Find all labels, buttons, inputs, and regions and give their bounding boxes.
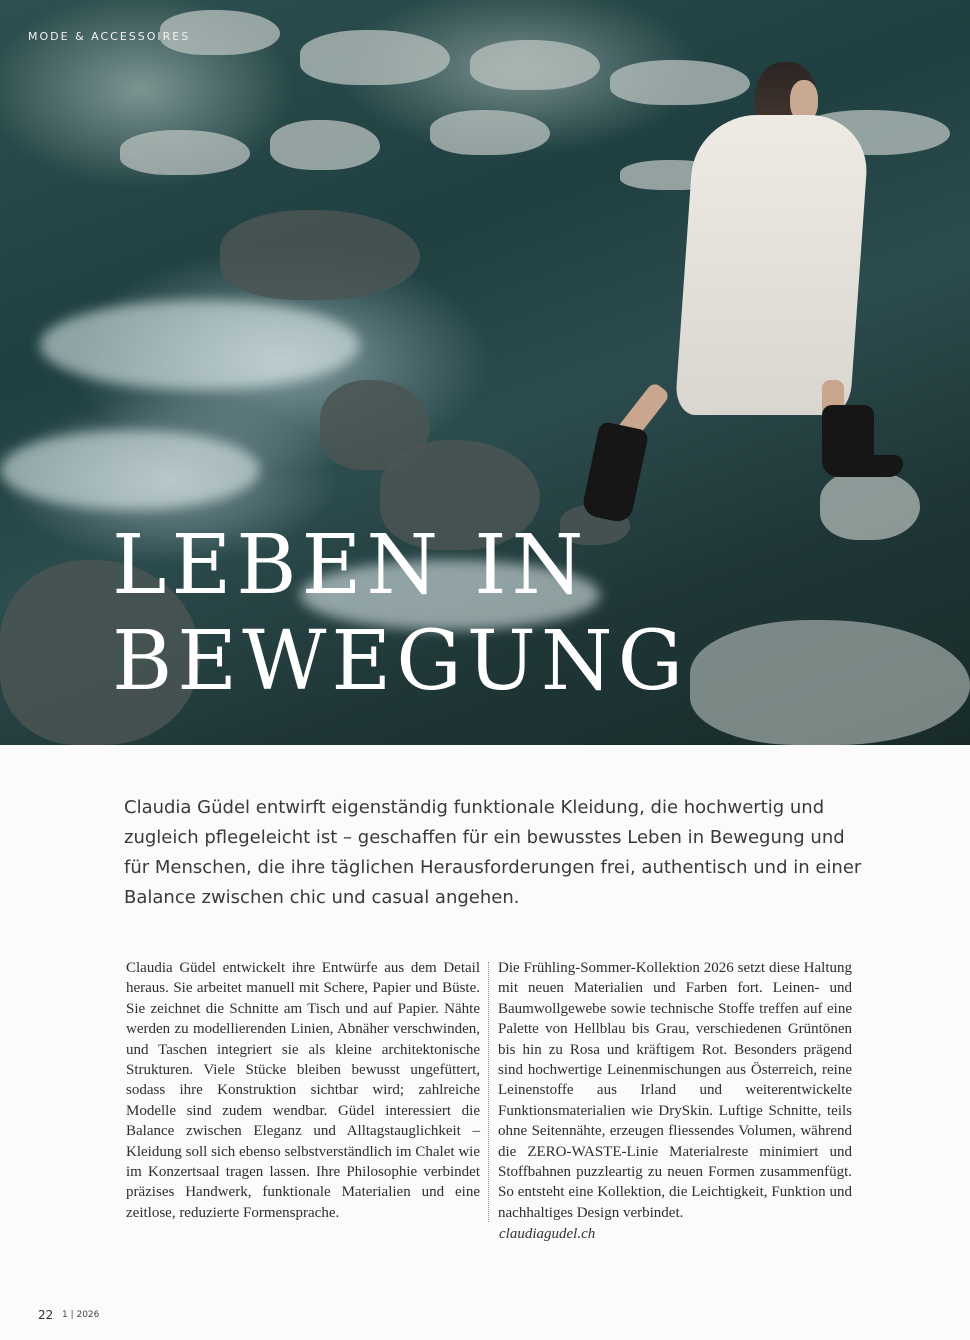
white-dress <box>675 115 871 415</box>
hero-title <box>112 518 688 710</box>
river-stone <box>610 60 750 105</box>
issue-label: 1 | 2026 <box>62 1310 100 1320</box>
river-stone <box>470 40 600 90</box>
river-stone <box>220 210 420 300</box>
river-stone <box>120 130 250 175</box>
river-stone <box>820 470 920 540</box>
body-column-left: Claudia Güdel entwickelt ihre Entwürfe aus dem Detail heraus. Sie arbeitet manuell mit Schere, Papier und Büste. Sie zeichnet die Schnitte am Tisch und auf Papier. Nähte werden zu modellierenden Linien, Abnäher verschwinden, und Taschen integriert sie als kleine architektonische Strukturen. Viele Stücke bleiben bewusst ungefüttert, sodass ihre Konstruktion sichtbar wird; zahlreiche Modelle sind zudem wendbar. Güdel interessiert die Balance zwischen Eleganz und Alltagstauglichkeit – Kleidung soll sich ebenso selbstverständlich im Chalet wie im Konzertsaal tragen lassen. Ihre Philosophie verbindet präzises Handwerk, funktionale Materialien und eine zeitlose, reduzierte Formensprache. <box>126 960 480 1221</box>
hero-title-line-1: LEBEN IN <box>112 518 589 613</box>
water-foam <box>0 430 260 510</box>
river-stone <box>270 120 380 170</box>
water-foam <box>40 300 360 390</box>
section-label: MODE & ACCESSOIRES <box>28 30 191 43</box>
intro-paragraph: Claudia Güdel entwirft eigenständig funktionale Kleidung, die hochwertig und zugleich pflegeleicht ist – geschaffen für ein bewusstes Leben in Bewegung und für Menschen, die ihre täglichen Herausforderungen frei, authentisch und in einer Balance zwischen chic und casual angehen. <box>124 797 862 908</box>
column-divider <box>488 962 489 1222</box>
body-column-right: Die Frühling-Sommer-Kollektion 2026 setzt diese Haltung mit neuen Materialien und Farben fort. Leinen- und Baumwollgewebe sowie technische Stoffe treffen auf eine Palette von Hellblau bis Grau, verschiedenen Grüntönen bis hin zu Rosa und kräftigem Rot. Besonders prägend sind hochwertige Leinenmischungen aus Österreich, reine Leinenstoffe aus Irland und weiterentwickelte Funktionsmaterialien wie DrySkin. Luftige Schnitte, teils ohne Seitennähte, erzeugen fliessendes Volumen, während die ZERO-WASTE-Linie Materialreste minimiert und Stoffbahnen puzzleartig zu neuen Formen zusammenfügt. So entsteht eine Kollektion, die Leichtigkeit, Funktion und nachhaltiges Design verbindet. <box>498 960 852 1221</box>
river-stone <box>300 30 450 85</box>
river-stone <box>690 620 970 745</box>
page-number: 22 <box>38 1308 54 1322</box>
black-boot <box>835 455 903 477</box>
river-stone <box>430 110 550 155</box>
hero-title-line-2: BEWEGUNG <box>112 614 689 709</box>
website-link[interactable]: claudiagudel.ch <box>499 1226 596 1242</box>
black-boot <box>581 421 650 524</box>
